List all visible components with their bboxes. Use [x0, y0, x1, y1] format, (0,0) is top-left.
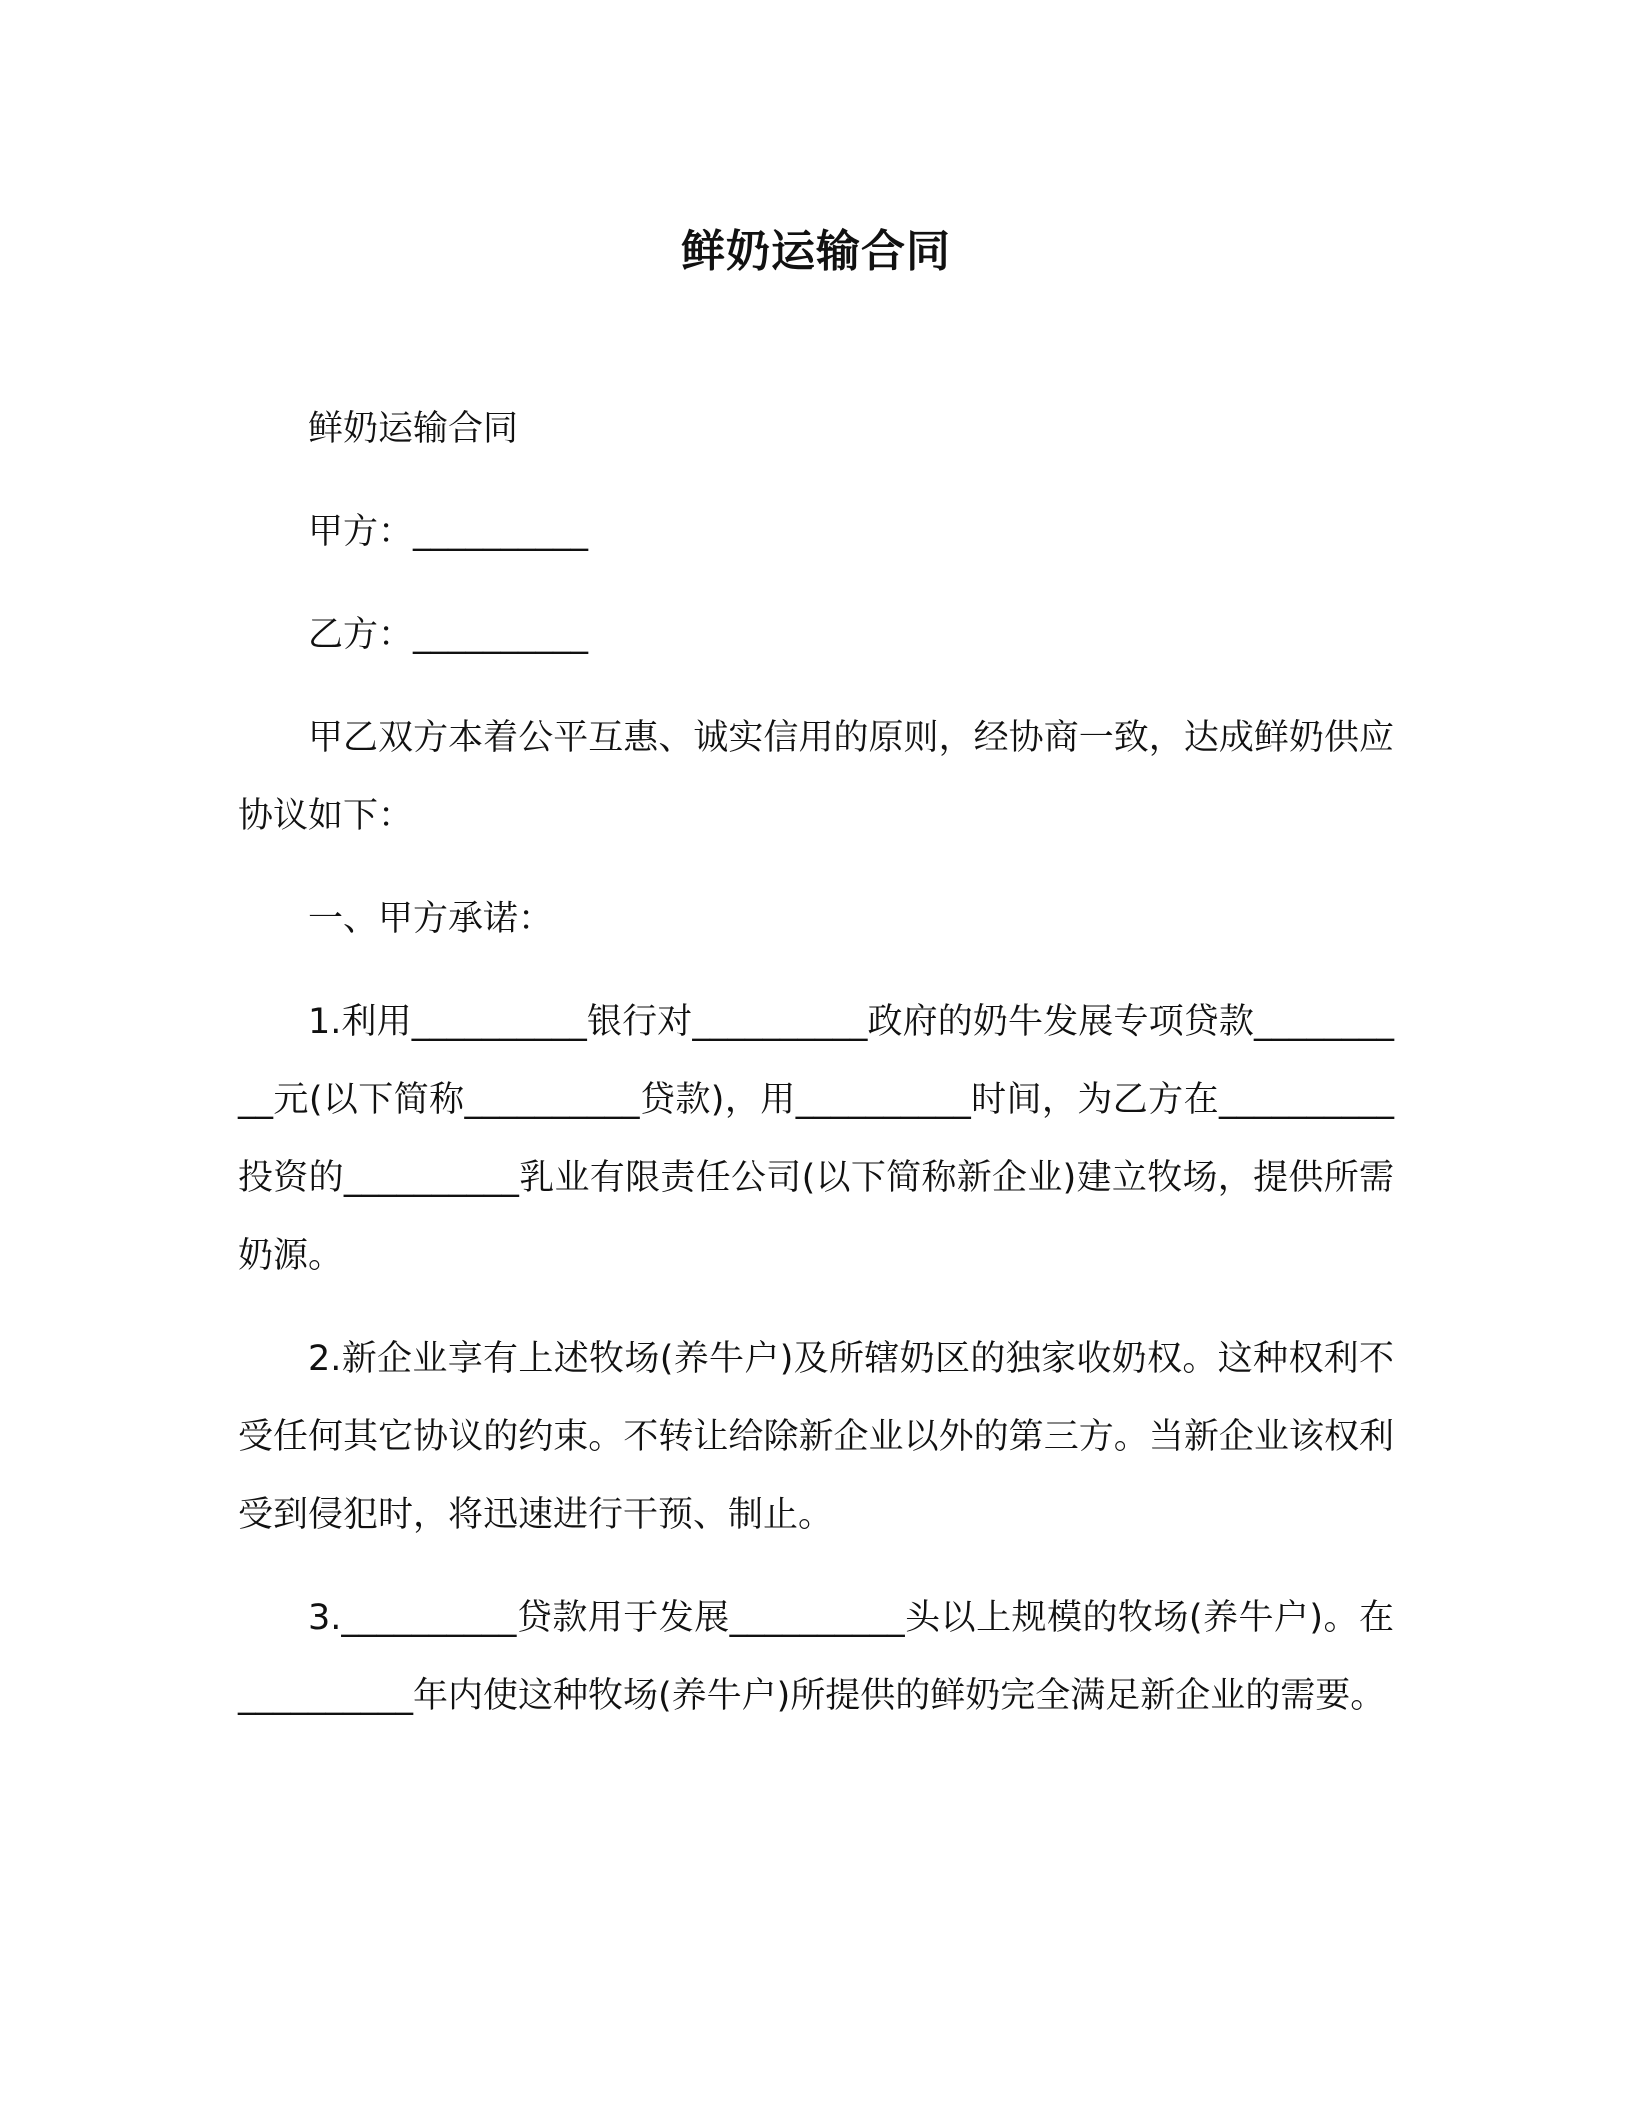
section-heading-party-a: 一、甲方承诺： [308, 899, 554, 939]
party-a-line: 甲方：__________ [308, 512, 589, 552]
clause-1: 1.利用__________银行对__________政府的奶牛发展专项贷款__________元(以下简称__________贷款)，用__________时间，为乙方在__________投资的__________乳业有限责任公司(以下简称新企业)建立牧场，提供所需奶源。 [238, 1002, 1394, 1276]
party-b-line: 乙方：__________ [308, 615, 589, 655]
clause-3: 3.__________贷款用于发展__________头以上规模的牧场(养牛户)。在__________年内使这种牧场(养牛户)所提供的鲜奶完全满足新企业的需要。 [238, 1598, 1394, 1716]
subtitle-paragraph: 鲜奶运输合同 [308, 409, 519, 449]
preamble-paragraph: 甲乙双方本着公平互惠、诚实信用的原则，经协商一致，达成鲜奶供应协议如下： [238, 718, 1394, 836]
document-title: 鲜奶运输合同 [681, 226, 951, 277]
document-body [238, 390, 1394, 1760]
clause-2: 2.新企业享有上述牧场(养牛户)及所辖奶区的独家收奶权。这种权利不受任何其它协议的约束。不转让给除新企业以外的第三方。当新企业该权利受到侵犯时，将迅速进行干预、制止。 [238, 1339, 1394, 1535]
